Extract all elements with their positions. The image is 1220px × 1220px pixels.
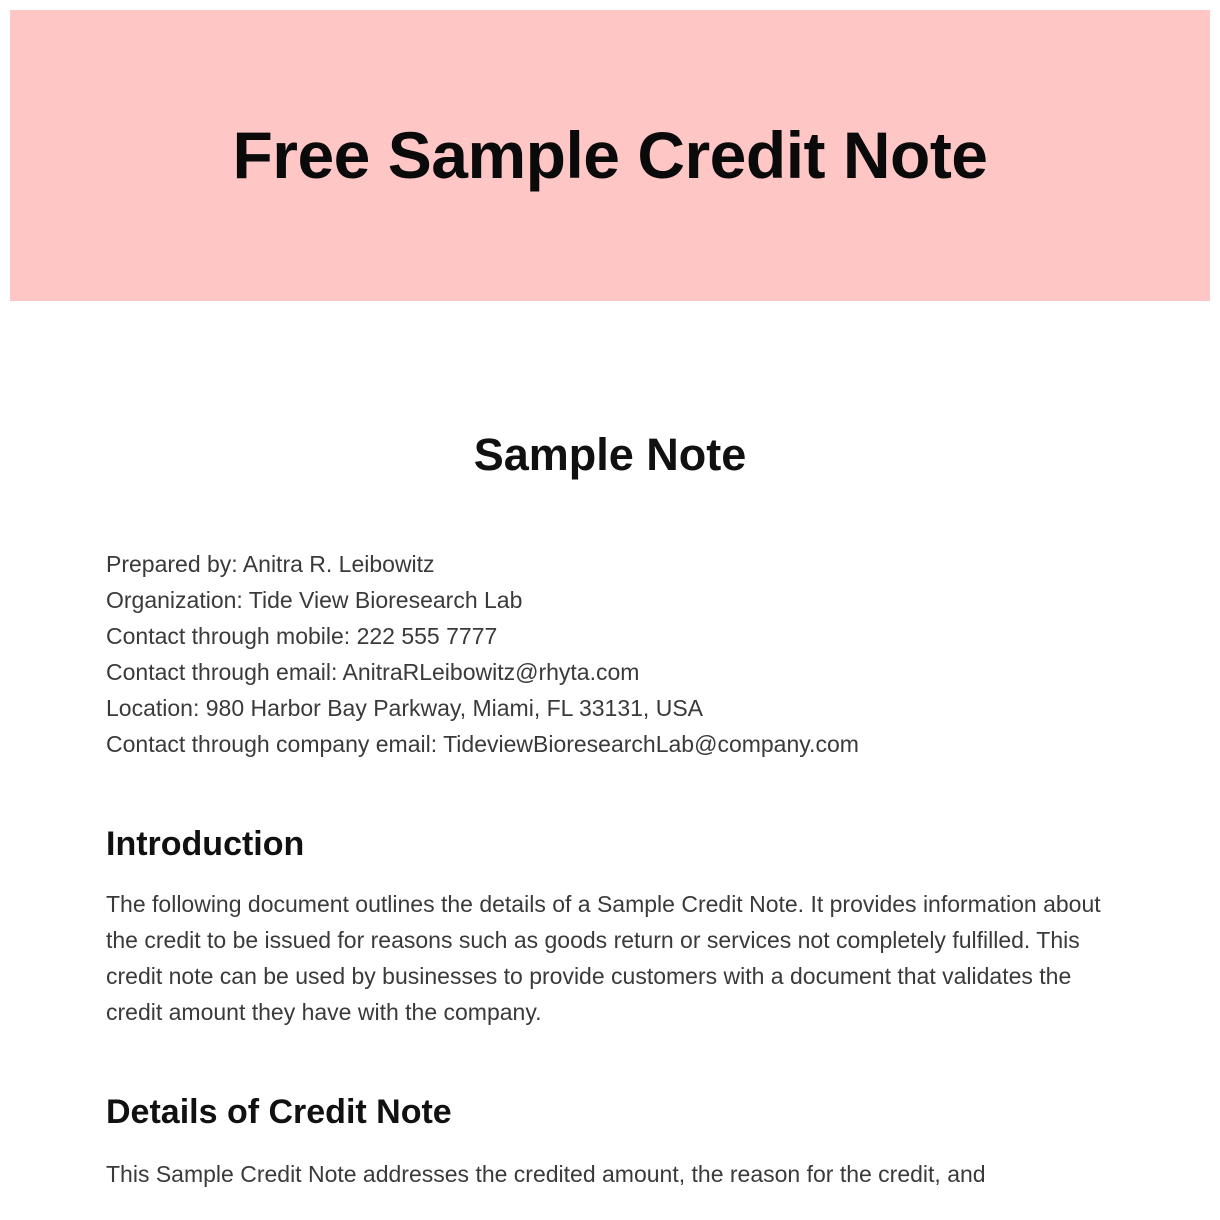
introduction-paragraph: The following document outlines the details of a Sample Credit Note. It provides information about the credit to be issued for reasons such as goods return or services not completely fulfilled. This credit note can be used by businesses to provide customers with a document that validates the credit amount they have with the company. bbox=[106, 891, 1101, 1025]
organization-line: Organization: Tide View Bioresearch Lab bbox=[106, 587, 523, 613]
header-banner bbox=[10, 10, 1210, 301]
company-email-line: Contact through company email: TideviewBioresearchLab@company.com bbox=[106, 731, 859, 757]
mobile-contact-line: Contact through mobile: 222 555 7777 bbox=[106, 623, 498, 649]
location-line: Location: 980 Harbor Bay Parkway, Miami, FL 33131, USA bbox=[106, 695, 704, 721]
contact-info-block bbox=[106, 546, 1116, 762]
details-paragraph: This Sample Credit Note addresses the credited amount, the reason for the credit, and bbox=[106, 1161, 986, 1187]
banner-title: Free Sample Credit Note bbox=[232, 117, 988, 192]
introduction-heading: Introduction bbox=[106, 825, 305, 863]
document-title: Sample Note bbox=[473, 429, 747, 480]
prepared-by-line: Prepared by: Anitra R. Leibowitz bbox=[106, 551, 435, 577]
details-heading: Details of Credit Note bbox=[106, 1093, 452, 1131]
email-contact-line: Contact through email: AnitraRLeibowitz@rhyta.com bbox=[106, 659, 640, 685]
document-body bbox=[106, 420, 1116, 1192]
